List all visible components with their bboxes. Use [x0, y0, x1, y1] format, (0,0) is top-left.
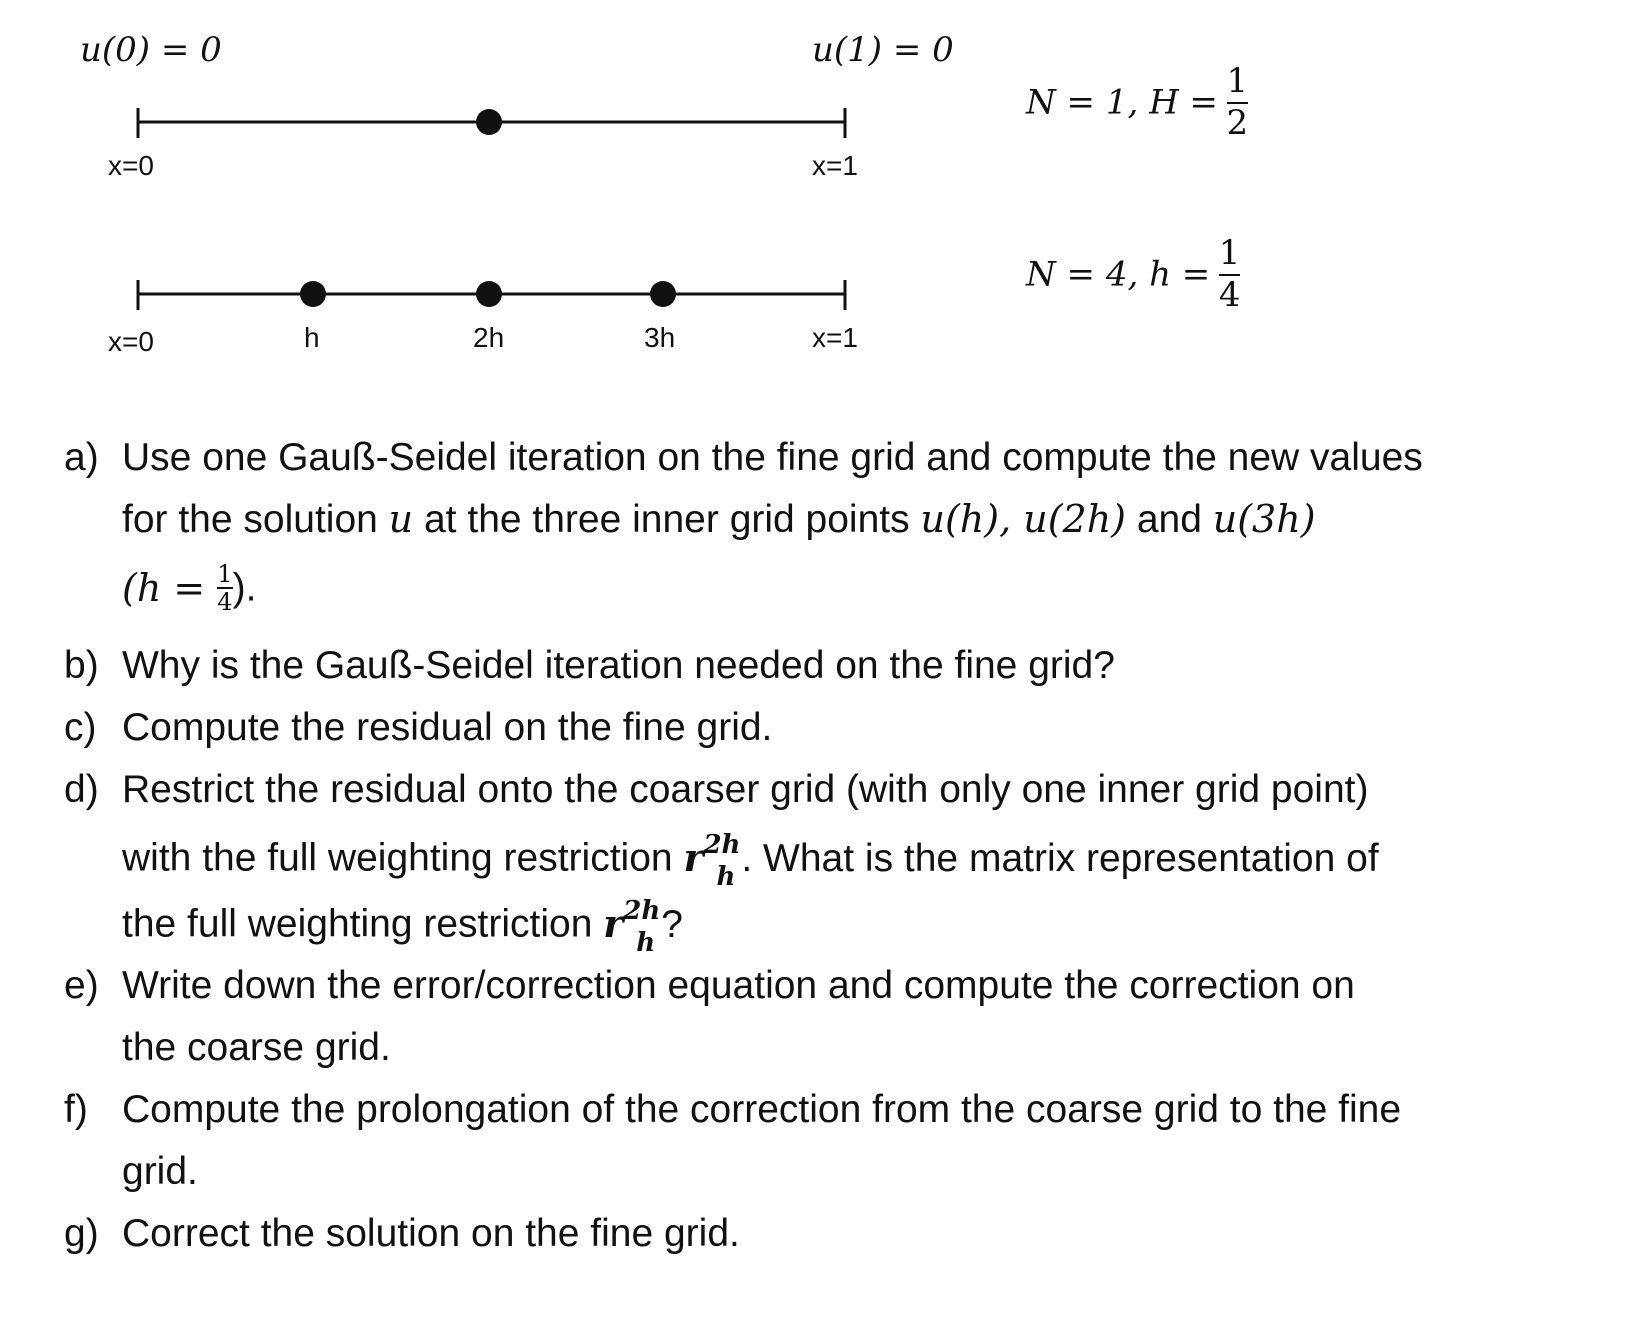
question-e-marker: e)	[64, 964, 99, 1007]
question-d-line2: with the full weighting restriction $r^{2h}_h$ . What is the matrix representation of	[122, 830, 1379, 893]
fine-x0-label: x=0	[108, 326, 154, 357]
question-g-marker: g)	[64, 1212, 99, 1255]
coarse-x1-label: x=1	[812, 150, 858, 181]
fine-grid	[138, 280, 845, 310]
fine-fraction: $\frac{1}{4}$	[1218, 233, 1241, 315]
fine-3h-label: 3h	[644, 322, 676, 353]
question-d-line1: Restrict the residual onto the coarser grid (with only one inner grid point)	[122, 768, 1369, 811]
question-f-marker: f)	[64, 1088, 88, 1131]
fine-point-2h	[476, 281, 502, 307]
boundary-left-label: u(0) = 0	[80, 30, 222, 70]
fine-equation: N = 4, h = $\frac{1}{4}$	[1026, 233, 1241, 315]
fine-point-3h	[650, 281, 676, 307]
question-b-text: Why is the Gauß-Seidel iteration needed on the fine grid?	[122, 644, 1115, 687]
question-e-line2: the coarse grid.	[122, 1026, 391, 1069]
question-e-line1: Write down the error/correction equation and compute the correction on	[122, 964, 1355, 1007]
question-f-line2: grid.	[122, 1150, 198, 1193]
coarse-inner-point	[476, 109, 502, 135]
coarse-grid	[138, 108, 845, 138]
fine-point-h	[300, 281, 326, 307]
question-a-line1: Use one Gauß-Seidel iteration on the fine grid and compute the new values	[122, 436, 1423, 479]
question-g-text: Correct the solution on the fine grid.	[122, 1212, 740, 1255]
fine-h-label: h	[304, 322, 320, 353]
coarse-equation: N = 1, H = $\frac{1}{2}$	[1026, 61, 1249, 143]
boundary-right-label: u(1) = 0	[812, 30, 954, 70]
coarse-x0-label: x=0	[108, 150, 154, 181]
question-f-line1: Compute the prolongation of the correction from the coarse grid to the fine	[122, 1088, 1402, 1131]
question-c-marker: c)	[64, 706, 97, 749]
question-c-text: Compute the residual on the fine grid.	[122, 706, 773, 749]
question-d-line3: the full weighting restriction $r^{2h}_h$ ?	[122, 896, 683, 959]
fine-2h-label: 2h	[473, 322, 505, 353]
grid-diagram	[0, 90, 900, 410]
question-a-line2: for the solution u at the three inner grid points u(h), u(2h) and u(3h)	[122, 497, 1316, 541]
coarse-fraction: $\frac{1}{2}$	[1226, 61, 1249, 143]
question-d-marker: d)	[64, 768, 99, 811]
question-b-marker: b)	[64, 644, 99, 687]
fine-x1-label: x=1	[812, 322, 858, 353]
question-a-marker: a)	[64, 436, 99, 479]
restriction-operator: $r^{2h}_h$	[683, 830, 741, 893]
restriction-operator-2: $r^{2h}_h$	[603, 896, 661, 959]
question-a-line3: (h = $\frac{1}{4}$ ).	[122, 560, 257, 616]
